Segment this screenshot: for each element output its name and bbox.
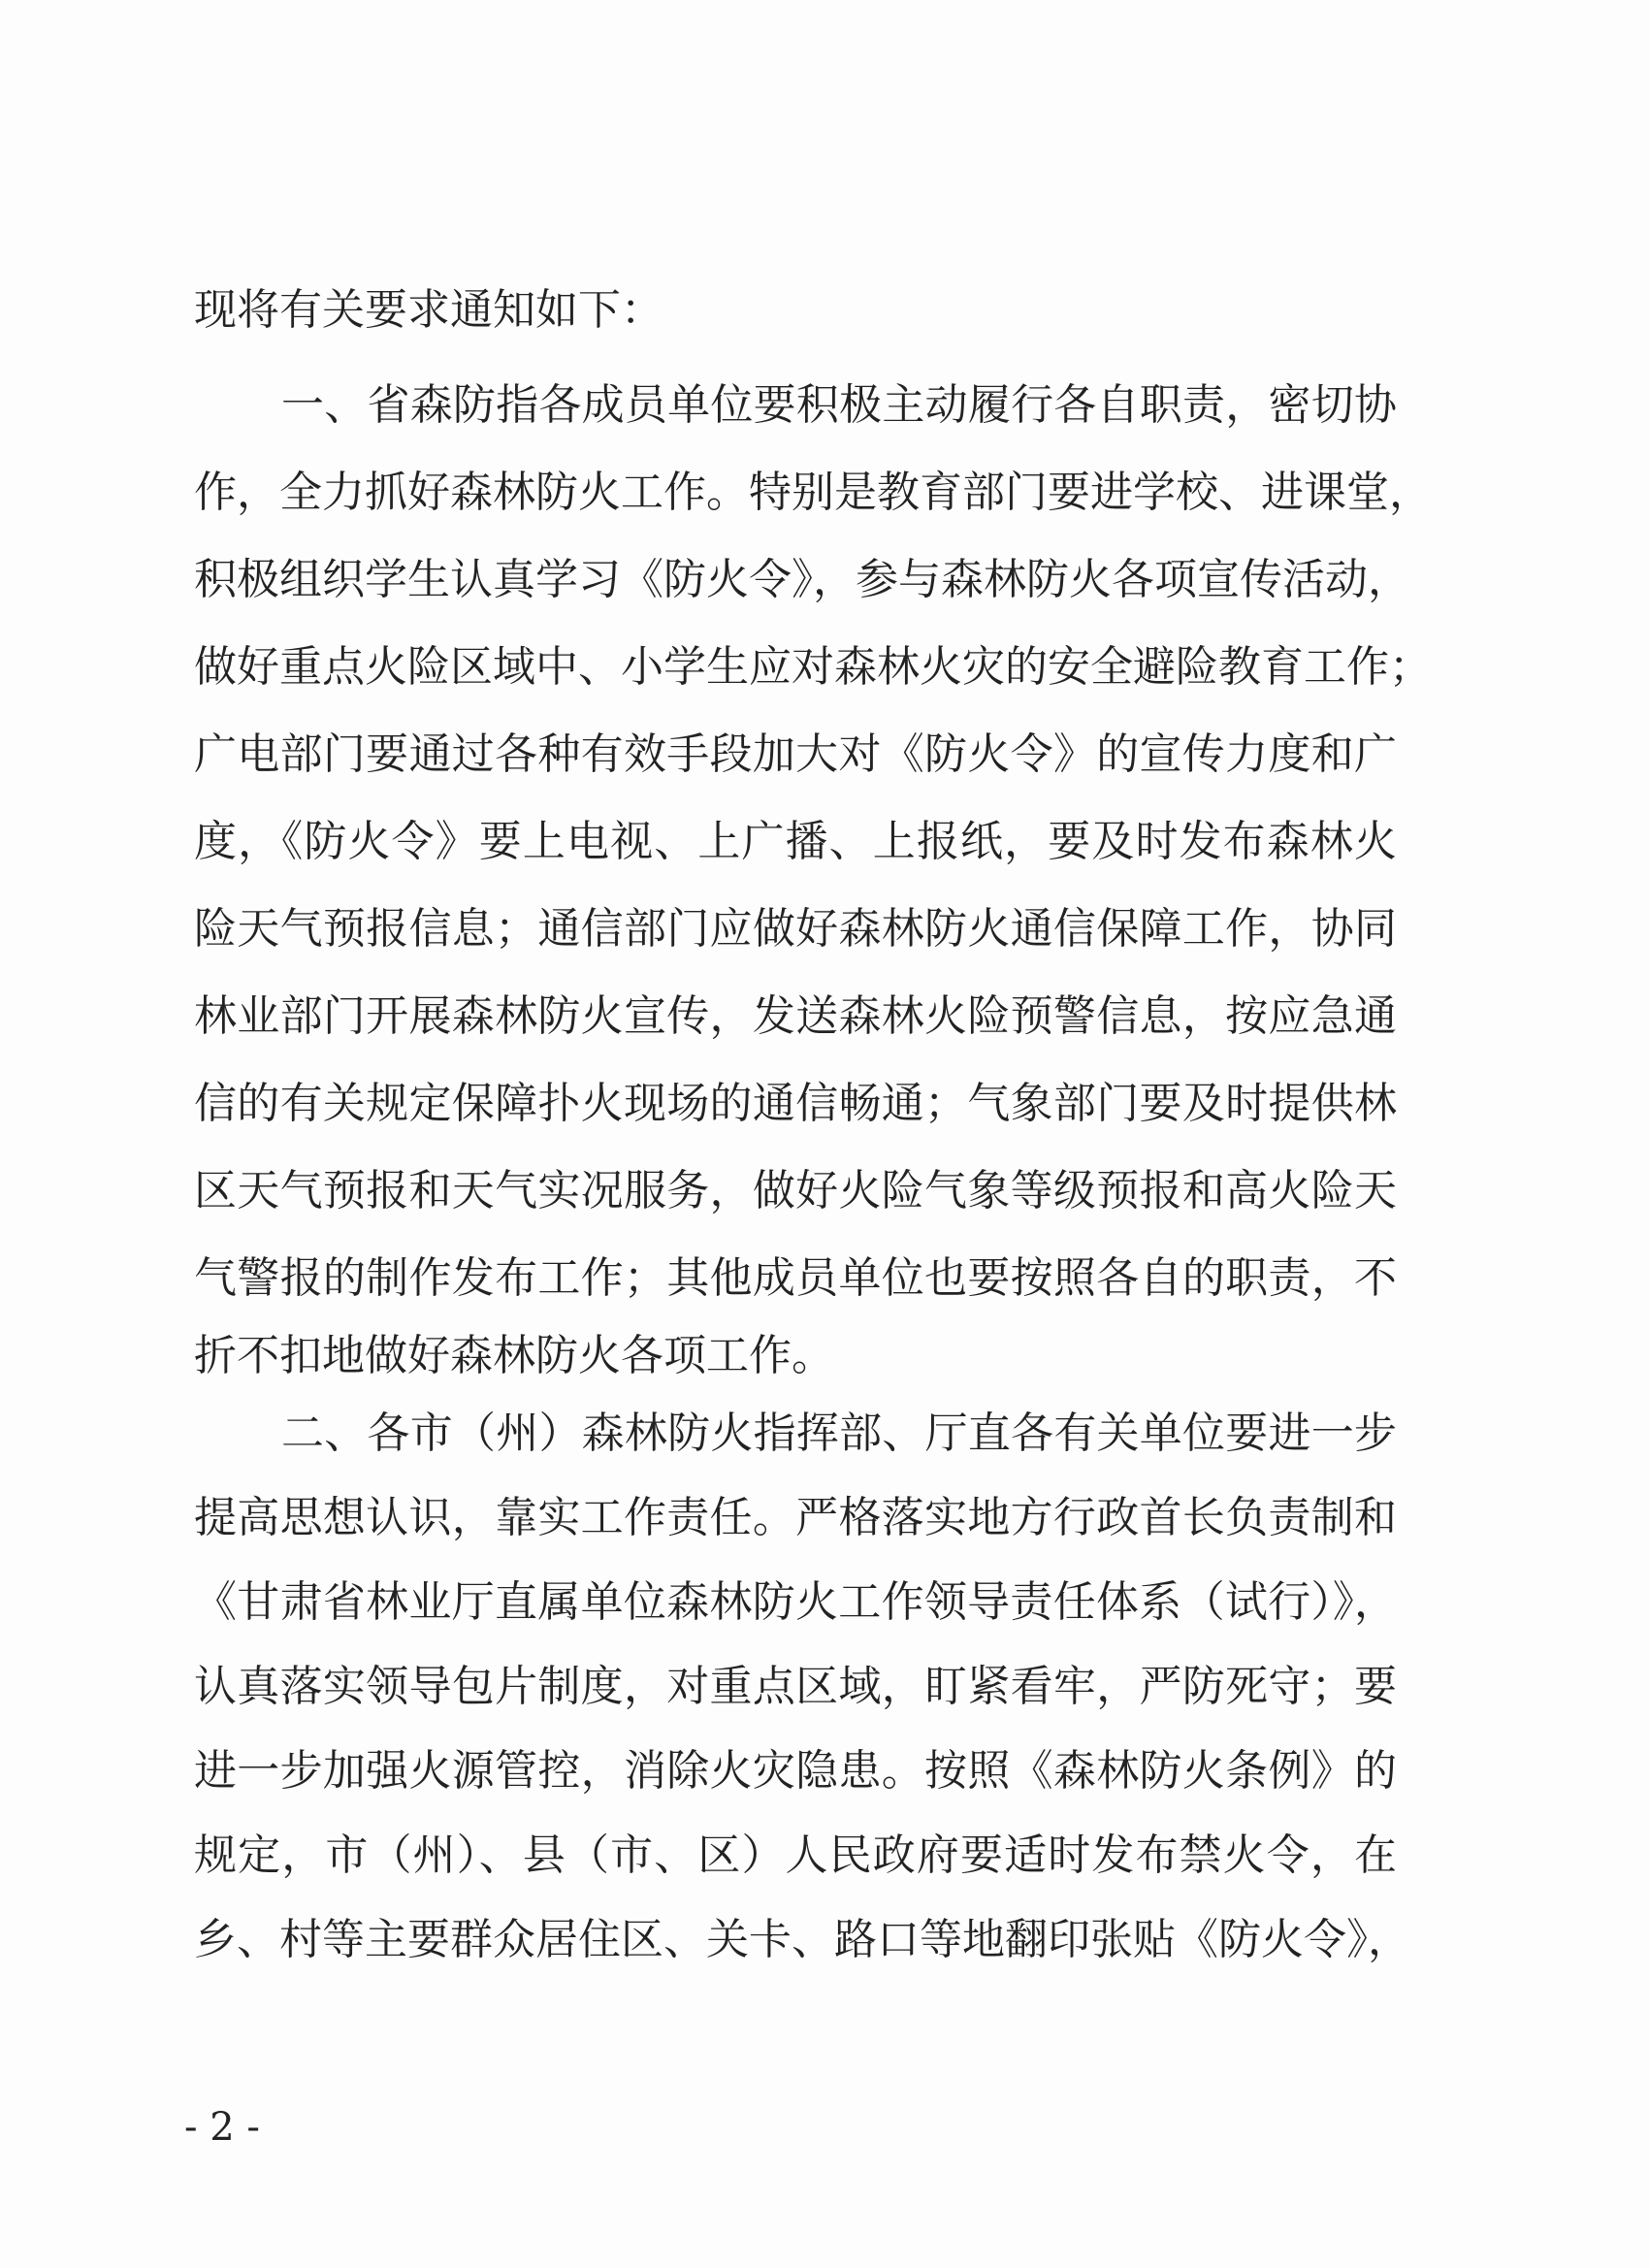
text-line-paragraph-1-end: 折不扣地做好森林防火各项工作。 (194, 1331, 834, 1380)
text-line: 信的有关规定保障扑火现场的通信畅通；气象部门要及时提供林 (194, 1079, 1397, 1128)
text-line: 积极组织学生认真学习《防火令》，参与森林防火各项宣传活动， (194, 555, 1410, 604)
text-line: 广电部门要通过各种有效手段加大对《防火令》的宣传力度和广 (194, 729, 1397, 779)
page-number: - 2 - (184, 2105, 260, 2150)
text-line: 林业部门开展森林防火宣传，发送森林火险预警信息，按应急通 (194, 991, 1397, 1041)
text-line: 气警报的制作发布工作；其他成员单位也要按照各自的职责，不 (194, 1253, 1397, 1303)
text-line-paragraph-2-start: 二、各市（州）森林防火指挥部、厅直各有关单位要进一步 (281, 1409, 1397, 1458)
text-line: 乡、村等主要群众居住区、关卡、路口等地翻印张贴《防火令》， (194, 1915, 1410, 1964)
text-line: 认真落实领导包片制度，对重点区域，盯紧看牢，严防死守；要 (194, 1662, 1397, 1711)
text-line-paragraph-1-start: 一、省森防指各成员单位要积极主动履行各自职责，密切协 (281, 380, 1397, 430)
text-line: 作，全力抓好森林防火工作。特别是教育部门要进学校、进课堂， (194, 468, 1432, 517)
text-line: 提高思想认识，靠实工作责任。严格落实地方行政首长负责制和 (194, 1493, 1397, 1542)
text-line: 度，《防火令》要上电视、上广播、上报纸，要及时发布森林火 (194, 817, 1397, 866)
text-line: 进一步加强火源管控，消除火灾隐患。按照《森林防火条例》的 (194, 1746, 1397, 1796)
text-line: 规定，市（州）、县（市、区）人民政府要适时发布禁火令，在 (194, 1831, 1397, 1880)
text-line: 做好重点火险区域中、小学生应对森林火灾的安全避险教育工作； (194, 642, 1432, 692)
text-line: 《甘肃省林业厅直属单位森林防火工作领导责任体系（试行）》， (194, 1577, 1397, 1627)
text-line-intro: 现将有关要求通知如下： (194, 285, 663, 335)
text-line: 区天气预报和天气实况服务，做好火险气象等级预报和高火险天 (194, 1166, 1397, 1215)
text-line: 险天气预报信息；通信部门应做好森林防火通信保障工作，协同 (194, 904, 1397, 954)
